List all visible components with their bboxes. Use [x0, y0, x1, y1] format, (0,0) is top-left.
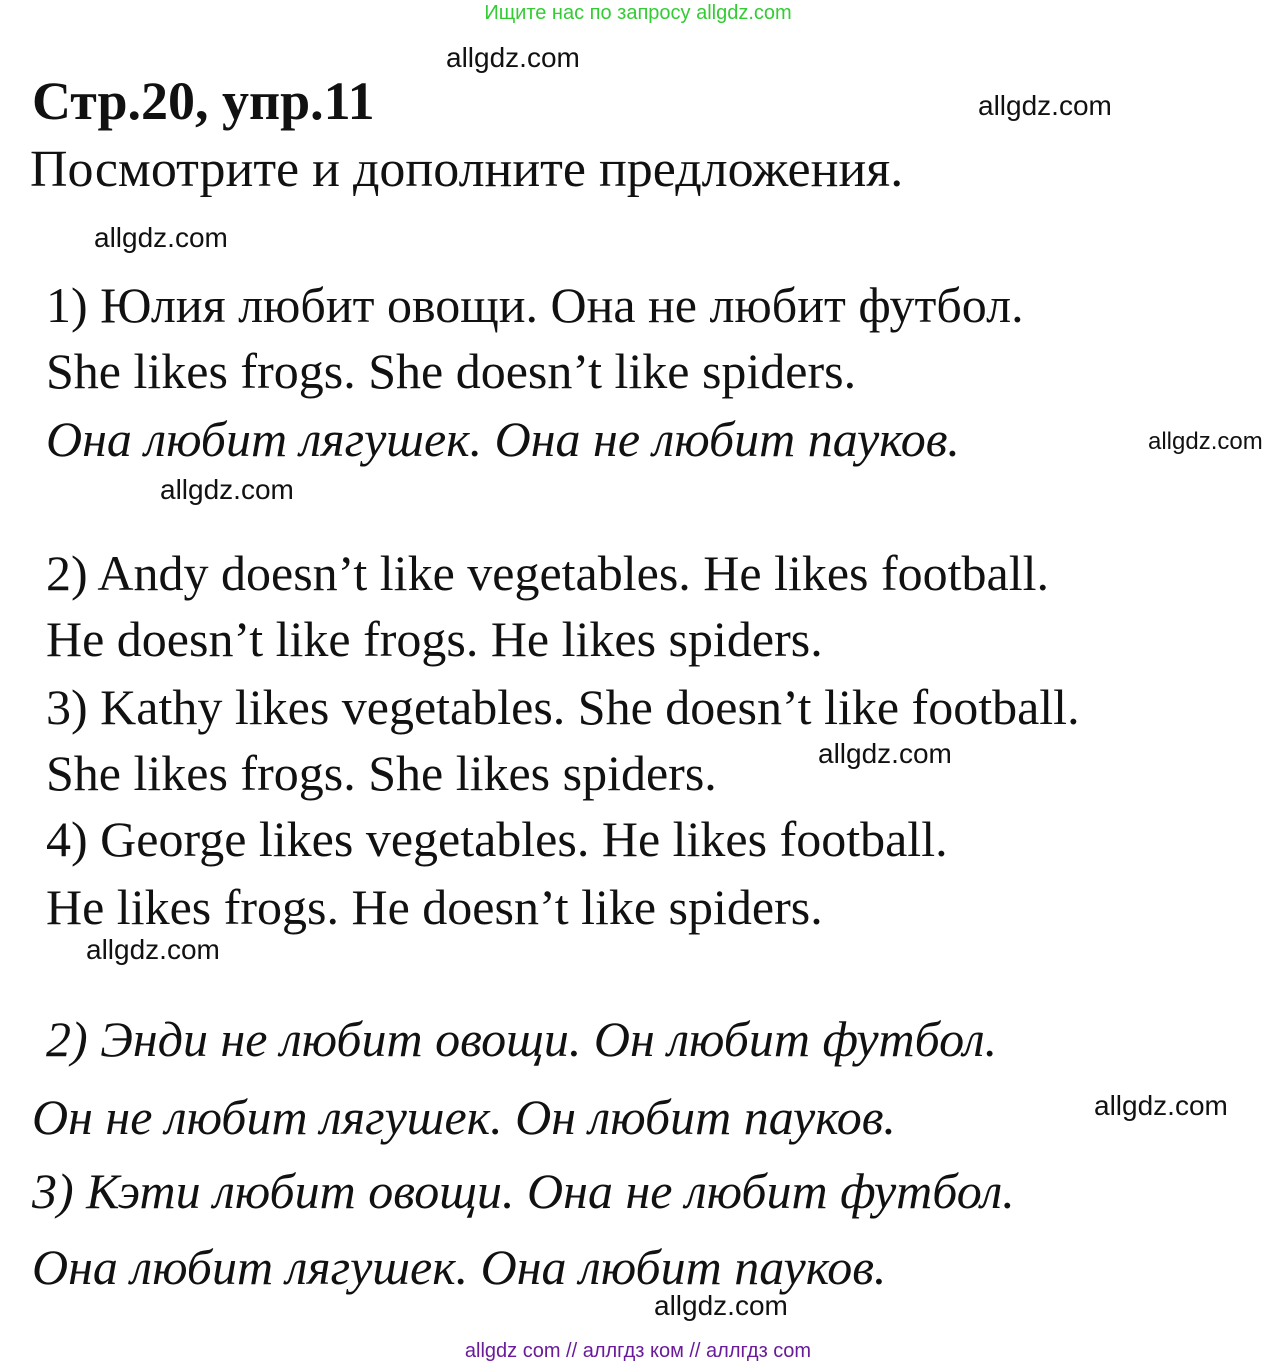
instruction: Посмотрите и дополните предложения. — [30, 141, 904, 198]
exercise-title: Стр.20, упр.11 — [32, 71, 375, 131]
watermark: allgdz.com — [446, 42, 580, 73]
watermark: allgdz.com — [1094, 1090, 1228, 1121]
answer-line: 4) George likes vegetables. He likes football. — [46, 811, 948, 867]
watermark: allgdz.com — [160, 474, 294, 505]
footer-links[interactable]: allgdz com // аллгдз ком // аллгдз com — [464, 1340, 812, 1362]
answer-line: 1) Юлия любит овощи. Она не любит футбол. — [46, 277, 1024, 333]
watermark: allgdz.com — [94, 222, 228, 253]
translation-line: 2) Энди не любит овощи. Он любит футбол. — [46, 1011, 998, 1067]
answer-line: She likes frogs. She doesn’t like spiders. — [46, 343, 857, 399]
watermark: allgdz.com — [1148, 428, 1263, 455]
answer-line: 3) Kathy likes vegetables. She doesn’t like football. — [46, 679, 1080, 735]
translation-line: 3) Кэти любит овощи. Она не любит футбол. — [32, 1163, 1015, 1219]
top-banner[interactable]: Ищите нас по запросу allgdz.com — [484, 2, 792, 24]
answer-line: 2) Andy doesn’t like vegetables. He likes football. — [46, 545, 1050, 601]
answer-line: He doesn’t like frogs. He likes spiders. — [46, 611, 823, 667]
answer-line: He likes frogs. He doesn’t like spiders. — [46, 879, 823, 935]
watermark: allgdz.com — [654, 1290, 788, 1321]
watermark: allgdz.com — [978, 90, 1112, 121]
translation-line: Она любит лягушек. Она не любит пауков. — [46, 411, 960, 467]
translation-line: Он не любит лягушек. Он любит пауков. — [32, 1089, 896, 1145]
watermark: allgdz.com — [86, 934, 220, 965]
answer-line: She likes frogs. She likes spiders. — [46, 745, 717, 801]
watermark: allgdz.com — [818, 738, 952, 769]
translation-line: Она любит лягушек. Она любит пауков. — [32, 1239, 887, 1295]
